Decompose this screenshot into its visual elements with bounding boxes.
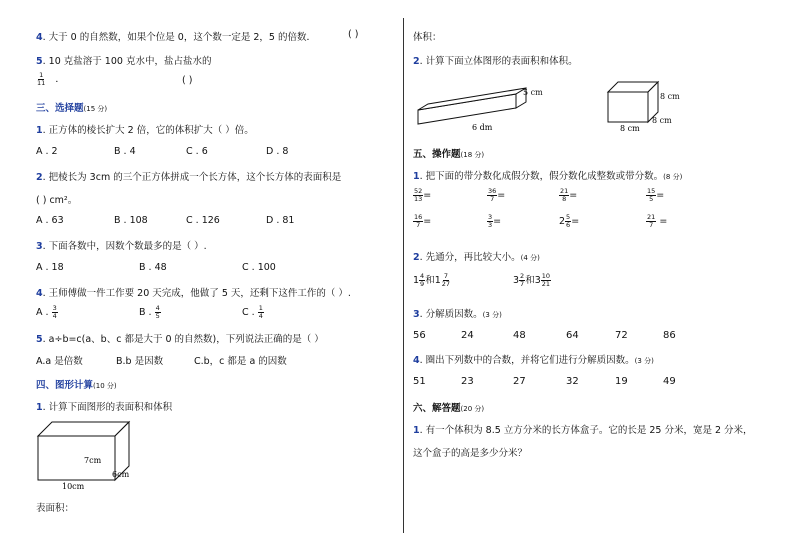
fraction-item: $\frac{36}{7}$ = bbox=[488, 187, 506, 203]
question-score: (3 分) bbox=[482, 311, 502, 319]
section-score: (18 分) bbox=[460, 151, 485, 159]
operation-question-1 bbox=[413, 168, 682, 182]
tf-question-5-line2 bbox=[36, 71, 193, 87]
option-a: A . $\frac{3}{4}$ bbox=[36, 304, 57, 320]
option-b: B.b 是因数 bbox=[116, 356, 164, 367]
question-number: 3 bbox=[36, 241, 43, 252]
question-number: 1 bbox=[36, 402, 43, 413]
fraction-item: $\frac{21}{8}$ = bbox=[560, 187, 578, 203]
number-item: 23 bbox=[461, 376, 474, 387]
option-c: C . $\frac{1}{4}$ bbox=[242, 304, 263, 320]
option-a: A.a 是倍数 bbox=[36, 356, 83, 367]
cuboid-figure bbox=[30, 418, 140, 490]
option-a: A . 63 bbox=[36, 215, 64, 226]
number-item: 49 bbox=[663, 376, 676, 387]
option-d: D . 81 bbox=[266, 215, 295, 226]
option-c: C . 126 bbox=[186, 215, 220, 226]
volume-label: 体积： bbox=[413, 32, 442, 43]
question-text: . 分解质因数。 bbox=[419, 309, 483, 320]
section-score: (20 分) bbox=[460, 405, 485, 413]
section-6-heading bbox=[413, 400, 484, 414]
section-title: 四、图形计算 bbox=[36, 380, 94, 391]
option-a: A . 18 bbox=[36, 262, 64, 273]
question-text: . 10 克盐溶于 100 克水中，盐占盐水的 bbox=[42, 56, 212, 67]
surface-area-label: 表面积： bbox=[36, 503, 75, 514]
fraction-item: $\frac{21}{7}$ = bbox=[647, 213, 668, 229]
column-divider bbox=[403, 18, 404, 533]
answer-paren: ( ) bbox=[348, 29, 359, 40]
section-4-heading bbox=[36, 377, 117, 391]
section-5-heading bbox=[413, 146, 484, 160]
tf-question-5 bbox=[36, 53, 211, 67]
question-number: 5 bbox=[36, 334, 43, 345]
geometry-question-2 bbox=[413, 53, 578, 67]
number-item: 32 bbox=[566, 376, 579, 387]
number-item: 48 bbox=[513, 330, 526, 341]
cuboid-top-face bbox=[38, 422, 129, 436]
question-number: 5 bbox=[36, 56, 43, 67]
question-text: . 正方体的棱长扩大 2 倍，它的体积扩大（ ）倍。 bbox=[42, 125, 254, 136]
cube-edge-label-right: 8 cm bbox=[660, 92, 680, 101]
fraction-item: $\frac{15}{5}$ = bbox=[647, 187, 665, 203]
length-label: 10cm bbox=[62, 482, 85, 490]
cube-figure bbox=[604, 78, 684, 134]
choice-question-3 bbox=[36, 238, 207, 252]
question-text: . 计算下面图形的表面积和体积 bbox=[42, 402, 173, 413]
number-item: 27 bbox=[513, 376, 526, 387]
choice-question-5 bbox=[36, 331, 324, 345]
question-text: . 圈出下列数中的合数，并将它们进行分解质因数。 bbox=[419, 355, 635, 366]
section-3-heading bbox=[36, 100, 107, 114]
question-text: . 计算下面立体图形的表面积和体积。 bbox=[419, 56, 578, 67]
cube-front bbox=[608, 92, 648, 122]
answer-blank: ( ) cm²。 bbox=[36, 195, 78, 206]
question-number: 4 bbox=[36, 32, 43, 43]
number-item: 51 bbox=[413, 376, 426, 387]
option-c: C . 100 bbox=[242, 262, 276, 273]
compare-pair-2: 3 $\frac{2}{7}$ 和3 $\frac{10}{21}$ bbox=[513, 272, 551, 288]
question-score: (4 分) bbox=[520, 254, 540, 262]
height-label: 7cm bbox=[84, 456, 102, 465]
number-item: 86 bbox=[663, 330, 676, 341]
fraction-item: $\frac{3}{3}$ = bbox=[488, 213, 502, 229]
geometry-question-1 bbox=[36, 399, 172, 413]
mixed-fraction-item: 2 $\frac{5}{6}$ = bbox=[559, 213, 580, 229]
question-text: . 大于 0 的自然数，如果个位是 0，这个数一定是 2，5 的倍数． bbox=[42, 32, 316, 43]
option-b: B . 4 bbox=[114, 146, 136, 157]
long-cuboid-height-label: 5 cm bbox=[523, 88, 543, 97]
question-number: 2 bbox=[36, 172, 43, 183]
option-c: C . 6 bbox=[186, 146, 208, 157]
question-text: . 王师傅做一件工作要 20 天完成，他做了 5 天，还剩下这件工作的（ ）. bbox=[42, 288, 351, 299]
question-number: 1 bbox=[413, 171, 420, 182]
question-text: . 有一个体积为 8.5 立方分米的长方体盒子。它的长是 25 分米，宽是 2 分米， bbox=[419, 425, 753, 436]
question-number: 4 bbox=[413, 355, 420, 366]
section-title: 五、操作题 bbox=[413, 149, 461, 160]
answer-paren: ( ) bbox=[182, 75, 193, 86]
dot: ． bbox=[55, 74, 65, 85]
question-text: . 先通分，再比较大小。 bbox=[419, 252, 521, 263]
question-number: 1 bbox=[36, 125, 43, 136]
long-cuboid-figure bbox=[414, 78, 534, 134]
question-number: 2 bbox=[413, 252, 420, 263]
choice-question-1 bbox=[36, 122, 254, 136]
question-score: (3 分) bbox=[634, 357, 654, 365]
number-item: 64 bbox=[566, 330, 579, 341]
operation-question-3 bbox=[413, 306, 502, 320]
operation-question-4 bbox=[413, 352, 654, 366]
option-d: D . 8 bbox=[266, 146, 289, 157]
choice-question-2 bbox=[36, 169, 341, 183]
option-b: B . 48 bbox=[139, 262, 167, 273]
fraction-item: $\frac{52}{13}$ = bbox=[414, 187, 432, 203]
answer-question-1 bbox=[413, 422, 753, 436]
option-a: A . 2 bbox=[36, 146, 58, 157]
option-b: B . $\frac{4}{5}$ bbox=[139, 304, 160, 320]
long-cuboid-length-label: 6 dm bbox=[472, 123, 493, 132]
number-item: 24 bbox=[461, 330, 474, 341]
number-item: 72 bbox=[615, 330, 628, 341]
question-text: . 把下面的带分数化成假分数，假分数化成整数或带分数。 bbox=[419, 171, 664, 182]
answer-question-1-line2: 这个盒子的高是多少分米？ bbox=[413, 448, 528, 459]
question-number: 3 bbox=[413, 309, 420, 320]
section-score: (15 分) bbox=[83, 105, 108, 113]
tf-question-4 bbox=[36, 29, 359, 43]
number-item: 56 bbox=[413, 330, 426, 341]
compare-pair-1: 1 $\frac{4}{9}$ 和1 $\frac{7}{27}$ bbox=[413, 272, 451, 288]
cube-edge-label-bottom: 8 cm bbox=[620, 124, 640, 133]
cube-edge-label-depth: 8 cm bbox=[652, 116, 672, 125]
number-item: 19 bbox=[615, 376, 628, 387]
fraction-item: $\frac{16}{7}$ = bbox=[414, 213, 432, 229]
width-label: 6cm bbox=[112, 470, 130, 479]
question-text: . a÷b=c(a、b、c 都是大于 0 的自然数)，下列说法正确的是（ ） bbox=[42, 334, 324, 345]
question-number: 2 bbox=[413, 56, 420, 67]
cuboid-front-face bbox=[38, 436, 115, 480]
option-b: B . 108 bbox=[114, 215, 148, 226]
section-title: 三、选择题 bbox=[36, 103, 84, 114]
section-title: 六、解答题 bbox=[413, 403, 461, 414]
question-text: . 下面各数中，因数个数最多的是（ ）. bbox=[42, 241, 207, 252]
question-number: 4 bbox=[36, 288, 43, 299]
operation-question-2 bbox=[413, 249, 540, 263]
section-score: (10 分) bbox=[93, 382, 117, 390]
question-text: . 把棱长为 3cm 的三个正方体拼成一个长方体，这个长方体的表面积是 bbox=[42, 172, 342, 183]
choice-question-4 bbox=[36, 285, 351, 299]
question-number: 1 bbox=[413, 425, 420, 436]
fraction: $\frac{1}{11}$ bbox=[37, 71, 46, 87]
option-c: C.b，c 都是 a 的因数 bbox=[194, 356, 287, 367]
question-score: (8 分) bbox=[663, 173, 683, 181]
choice-question-2-blank bbox=[36, 192, 77, 206]
